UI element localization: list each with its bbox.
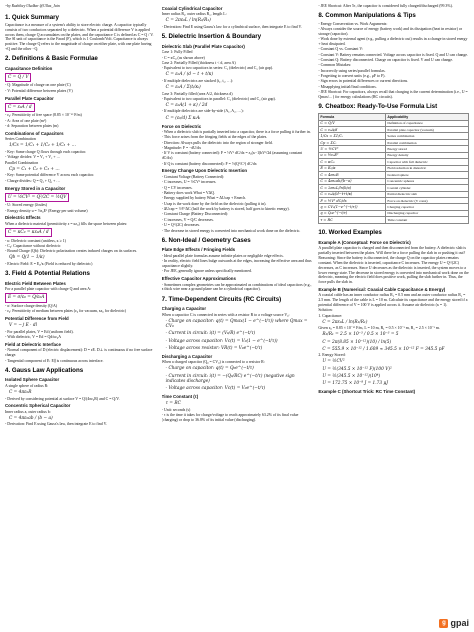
text-line: - JEE Shortcut: For capacitors, always recall that charging is the current determination (i.e., U = Qmax/... ) for energy calculations (RC circuits). bbox=[318, 90, 468, 99]
applicability-cell: Concentric spheres bbox=[386, 178, 469, 184]
text-line: - Energy density u = ½ε₀E² (Energy per unit volume) bbox=[5, 208, 88, 213]
text-line: - ΔUcap = ½V²ΔC (half the work by battery is stored, half goes to kinetic energy). bbox=[161, 207, 290, 212]
text-line: When a charged capacitor (Q₀ = CV₀) is connected to a resistor R: bbox=[161, 360, 265, 365]
column-2 bbox=[162, 4, 313, 618]
text-line: - Charge divides: Q = Q₁ + Q₂ + … bbox=[5, 178, 61, 183]
section-heading: 7. Time-Dependent Circuits (RC Circuits) bbox=[161, 295, 282, 303]
applicability-cell: Definition of capacitance bbox=[386, 120, 469, 126]
subsection-heading: Electric Field Between Plates bbox=[5, 280, 66, 286]
gpai-logo bbox=[439, 618, 469, 629]
applicability-cell: Charging capacitor bbox=[386, 204, 469, 210]
text-line: - Common Mistakes: bbox=[318, 63, 352, 68]
text-line: - Incorrectly using series/parallel formulas. bbox=[318, 68, 386, 73]
subsection-heading: Effective Capacitor Approximations bbox=[161, 276, 236, 282]
text-line: - C increases, V = Q/C decreases. bbox=[161, 217, 214, 222]
text-line: - Always consider the source of energy (battery work) and its dissipation (heat in resistor) or storage (capacitor). bbox=[318, 27, 463, 36]
subsection-heading: Combinations of Capacitors bbox=[5, 130, 64, 136]
text-line: - Equivalent to two capacitors in series: C₁ (dielectric) and C₂ (air gap). bbox=[161, 66, 273, 71]
equation: V = −∫ E · dl bbox=[9, 323, 37, 329]
equation: C = 4πε₀R bbox=[9, 390, 32, 395]
subsection-heading: Plate Edge Effects / Fringing Fields bbox=[161, 247, 236, 253]
text-line: - Forgetting to convert units (e.g., μF to F). bbox=[318, 74, 386, 79]
applicability-cell: Series combination bbox=[386, 133, 469, 139]
equation: C = ε₀A / (d − t + t/κ) bbox=[165, 72, 214, 78]
equation: 1/Cs = 1/C₁ + 1/C₂ + 1/C₃ + … bbox=[9, 143, 76, 149]
applicability-cell: Force on dielectric (V const) bbox=[386, 197, 469, 203]
subsection-heading: Energy Change Upon Dielectric Insertion bbox=[161, 168, 248, 174]
subsection-heading: Dielectric Effects bbox=[5, 215, 41, 221]
text-line: 2. Energy Stored: bbox=[318, 353, 346, 358]
subsection-heading: Discharging a Capacitor bbox=[161, 353, 213, 359]
equation: C = 4πε₀ab / (b − a) bbox=[9, 415, 53, 421]
text-line: - Energy Conservation vs. Work Arguments: bbox=[318, 21, 388, 26]
subsection-heading: Field at Dielectric Interface bbox=[5, 341, 61, 347]
section-heading: 10. Worked Examples bbox=[318, 228, 382, 236]
applicability-cell: Time constant bbox=[386, 217, 469, 223]
text-line: - Constant V: Battery remains connected. Voltage across capacitor is fixed. Q and U can change. bbox=[318, 52, 469, 57]
text-line: Parallel Combination bbox=[5, 160, 39, 165]
text-line: When a capacitor C is connected in series with a resistor R to a voltage source V₀: bbox=[161, 312, 290, 317]
text-line: - If multiple dielectrics are side-by-side (A₁, A₂, …): bbox=[161, 109, 244, 114]
text-line: - ε₀: Permittivity of medium between plates (ε₀ for vacuum, κε₀ for dielectric) bbox=[5, 309, 127, 314]
text-line: Given ε₀ = 8.85 × 10⁻¹² F/m, L = 10 m, R₁ = 0.5 × 10⁻³ m, R₂ = 2.5 × 10⁻³ m. bbox=[318, 326, 440, 331]
text-line: - For parallel plates, V = Ed (uniform field). bbox=[5, 329, 74, 334]
text-line: A single sphere of radius R: bbox=[5, 383, 49, 388]
equation: - Voltage across capacitor: Vc(t) = V₀e^(−t/τ) bbox=[165, 386, 266, 392]
section-heading: 9. Cheatbox: Ready-To-Use Formula List bbox=[318, 103, 438, 111]
applicability-cell: Energy density bbox=[386, 152, 469, 158]
text-line: Case 3: Partially filled (area A/2, thickness d) bbox=[161, 91, 233, 96]
equation: - Charge on capacitor: q(t) = Qmax(1 − e^(−t/τ)) where Qmax = CV₀ bbox=[165, 318, 308, 330]
text-line: - Constant Voltage (Battery Connected): bbox=[161, 174, 225, 179]
text-line: - κ: Dielectric constant (unitless, κ ≥ 1) bbox=[5, 238, 66, 243]
text-line: - Constant Q vs. Constant V: bbox=[318, 47, 363, 52]
subsection-heading: Charging a Capacitor bbox=[161, 306, 207, 312]
text-line: - With dielectric, V = Ed = Qd/κε₀A bbox=[5, 335, 62, 340]
subsection-heading: Force on Dielectric bbox=[161, 123, 202, 129]
text-line: - Derivation: Find E using Gauss's law, then integrate E to find V. bbox=[5, 422, 107, 427]
equation: C = 2πε₀L / ln(R₂/R₁) bbox=[165, 18, 211, 24]
text-line: - Ucap is the work done by the field on the dielectric (pulling it in). bbox=[161, 201, 267, 206]
formula-cell: E = E₀/κ bbox=[319, 165, 386, 171]
equation: Qb = Q(1 − 1/κ) bbox=[9, 255, 45, 261]
formula-cell: F = ½V² dC/dx bbox=[319, 197, 386, 203]
formula-cell: q = CV₀(1−e^(−t/τ)) bbox=[319, 204, 386, 210]
text-line: - Electric Field: E = E₀/κ (Field is reduced by dielectric) bbox=[5, 261, 93, 266]
text-line: Case 2: Partially Filled (thickness t < d, area A) bbox=[161, 60, 236, 65]
subsection-heading: Parallel Plate Capacitor bbox=[5, 95, 54, 101]
formula-cell: 1/Cs = Σ1/Cᵢ bbox=[319, 133, 386, 139]
equation: C = 2π(8.85 × 10⁻¹²)(10) / ln(5) bbox=[322, 339, 392, 345]
applicability-cell: Isolated sphere bbox=[386, 172, 469, 178]
formula-cell: U = ½CV² bbox=[319, 146, 386, 152]
text-line: - Derived by considering potential at surface V = Q/(4πε₀R) and C = Q/V. bbox=[5, 396, 120, 401]
text-line: - d: Separation between plates (m) bbox=[5, 124, 59, 129]
text-line: - Normal component of D (electric displacement): D = εE. D⊥ is continuous if no free surface charge. bbox=[5, 348, 153, 358]
boxed-formula: U = ½CV² = Q²/2C = ½QV bbox=[5, 193, 69, 202]
table-header-cell: Formula bbox=[319, 114, 386, 120]
text-line: - U = Q²/(2C) decreases. bbox=[161, 223, 200, 228]
equation: R₂/R₁ = 2.5 × 10⁻³ / 0.5 × 10⁻³ = 5 bbox=[322, 332, 399, 338]
subsection-heading: Example B (Numerical: Coaxial Cable Capacitance & Energy) bbox=[318, 286, 446, 292]
text-line: Inner radius R₁, outer radius R₂, length L: bbox=[161, 12, 227, 17]
text-line: - Energy supplied by battery Wbat = ΔUcap + Emech. bbox=[161, 196, 246, 201]
text-line: When a dielectric material (permittivity ε = κε₀) fills the space between plates: bbox=[5, 221, 128, 226]
formula-cell: Cp = ΣCᵢ bbox=[319, 139, 386, 145]
applicability-cell: Coaxial cylinder bbox=[386, 185, 469, 191]
applicability-cell: Partial dielectric slab bbox=[386, 191, 469, 197]
text-line: A parallel plate capacitor is charged and then disconnected from the battery. A dielectric slab is partially inserted between the plates. Will there be a force pulling the slab in or pushing it out? bbox=[318, 246, 467, 255]
text-line: - Voltage divides: V = V₁ + V₂ + … bbox=[5, 155, 61, 160]
text-line: - If Q is constant (battery disconnected): F = ½(Q²/C²) dC/dx bbox=[161, 161, 257, 166]
text-line: - Sometimes complex geometries can be approximated as combinations of ideal capacitors (e.g., a thick wire near a ground plane can be a cylindrical capacitor). bbox=[161, 282, 312, 292]
text-line: - Tangential component of E: E∥ is continuous across interface. bbox=[5, 358, 104, 363]
applicability-cell: Parallel plate capacitor (vacuum) bbox=[386, 127, 469, 133]
text-line: - Key: Same charge Q flows through each capacitor. bbox=[5, 150, 87, 154]
text-line: - Ideal parallel plate formulas assume infinite plates or negligible edge effects. bbox=[161, 253, 284, 258]
gpai-logo-text: gpai bbox=[450, 618, 469, 629]
boxed-formula: C = κC₀ = κε₀A / d bbox=[5, 228, 52, 237]
author-line: ~by Rushikey Ukalkar @Ullas_Jain bbox=[5, 4, 60, 8]
section-heading: 6. Non-Ideal / Geometry Cases bbox=[161, 236, 251, 244]
subsection-heading: Coaxial Cylindrical Capacitor bbox=[161, 5, 223, 11]
section-heading: 8. Common Manipulations & Tips bbox=[318, 12, 416, 20]
text-line: - A: Area of one plate (m²) bbox=[5, 118, 47, 123]
subsection-heading: Time Constant (τ) bbox=[161, 394, 199, 400]
subsection-heading: Isolated Sphere Capacitor bbox=[5, 377, 60, 383]
text-line: - Derivation: Find E using Gauss's law for a cylindrical surface, then integrate E to find V. bbox=[161, 24, 302, 29]
formula-cell: C = κC₀ bbox=[319, 159, 386, 165]
applicability-cell: Discharging capacitor bbox=[386, 210, 469, 216]
text-line: - For JEE, generally ignore unless specifically mentioned. bbox=[161, 269, 252, 274]
subsection-heading: Example A (Conceptual: Force on Dielectric) bbox=[318, 239, 411, 245]
formula-cell: τ = RC bbox=[319, 217, 386, 223]
subsection-heading: Capacitance Definition bbox=[5, 65, 53, 71]
equation: - Voltage across capacitor: Vc(t) = V₀(1 − e^(−t/τ)) bbox=[165, 338, 278, 344]
text-line: - This force arises from the fringing fields at the edges of the plates. bbox=[161, 135, 268, 140]
text-line: - If V is constant (battery connected): F = ½V² dC/dx = ε₀(κ−1)bV²/2d (assuming constant dC/dx) bbox=[161, 151, 303, 161]
text-line: - Battery does work Wbat = VΔQ. bbox=[161, 191, 215, 195]
text-line: Solution: bbox=[318, 308, 333, 313]
equation: - Voltage across resistor: VR(t) = V₀e^(−t/τ) bbox=[165, 345, 263, 351]
text-line: - Q: Magnitude of charge on one plate (C) bbox=[5, 83, 71, 88]
equation: C = 2πε₀L / ln(R₂/R₁) bbox=[322, 319, 368, 325]
text-line: - C = κC₀ (as shown above) bbox=[161, 55, 205, 60]
subsection-heading: Example C (Shortcut Trick: RC Time Constant) bbox=[318, 389, 416, 395]
equation: U = ½CV² bbox=[322, 359, 345, 365]
equation: - Current in circuit: i(t) = (V₀/R) e^(−t/τ) bbox=[165, 331, 256, 337]
text-line: - σ: Surface charge density (Q/A) bbox=[5, 303, 58, 308]
section-heading: 4. Gauss Law Applications bbox=[5, 366, 84, 374]
boxed-formula-wrap bbox=[5, 227, 156, 238]
text-line: For a parallel plate capacitor with charge Q and area A: bbox=[5, 287, 92, 292]
text-line: Capacitance is a measure of a system's ability to store electric charge. A capacitor typically consists of two conductors separated by a dielectric. When a potential difference V is applied across them, charge Q accumulates on the plates, and the capacitance C is defined as C = Q / V. The SI unit of capacitance is the Farad (F), which is 1 Coulomb/Volt. Capacitance is always positive. The charge Q refers to the magnitude of charge on either plate, with one plate having +Q and the other −Q. bbox=[5, 22, 154, 51]
applicability-cell: Parallel combination bbox=[386, 139, 469, 145]
gpai-logo-icon: g bbox=[439, 619, 448, 628]
table-row bbox=[319, 217, 469, 223]
boxed-formula-wrap bbox=[5, 192, 156, 203]
boxed-formula: C = ε₀A / d bbox=[5, 103, 35, 112]
text-line: - Bound Charge (Qb): Dielectric polarization creates induced charges on its surfaces. bbox=[5, 249, 138, 254]
section-heading: 2. Definitions & Basic Formulae bbox=[5, 54, 98, 62]
column-1 bbox=[5, 4, 156, 618]
text-line: - Equivalent to two capacitors in parallel: C₁ (dielectric) and C₂ (air gap). bbox=[161, 96, 276, 101]
equation: U = ½(345.5 × 10⁻¹² F)(100 V)² bbox=[322, 366, 392, 372]
text-line: - Misapplying initial/final conditions. bbox=[318, 84, 377, 89]
equation: τ = RC bbox=[165, 401, 181, 407]
formula-cell: C = ε₀A/d bbox=[319, 127, 386, 133]
text-line: - V: Potential difference between plates (V) bbox=[5, 88, 73, 93]
equation: C = ε₀A(1 + κ) / 2d bbox=[165, 102, 208, 108]
boxed-formula-wrap bbox=[5, 102, 156, 113]
section-heading: 5. Dielectric Insertion & Boundary bbox=[161, 32, 262, 40]
equation: C = ε₀A / Σ(tᵢ/κᵢ) bbox=[165, 84, 201, 90]
equation: U = ½(345.5 × 10⁻¹²)(10⁴) bbox=[322, 373, 381, 379]
text-line: - C₀: Capacitance without dielectric bbox=[5, 243, 61, 248]
equation: U = 172.75 × 10⁻⁸ J = 1.73 μJ bbox=[322, 381, 388, 387]
text-line: Inner radius a, outer radius b: bbox=[5, 409, 51, 414]
text-line: - Constant Charge (Battery Disconnected): bbox=[161, 212, 229, 217]
formula-cell: C = ε₀A/(d−t+t/κ) bbox=[319, 191, 386, 197]
text-line: - U: Stored energy (Joules) bbox=[5, 203, 48, 208]
subsection-heading: Dielectric Slab (Parallel Plate Capacitor) bbox=[161, 43, 245, 49]
table-header-cell: Applicability bbox=[386, 114, 469, 120]
applicability-cell: Capacitor with full dielectric bbox=[386, 159, 469, 165]
applicability-cell: Field reduction in dielectric bbox=[386, 165, 469, 171]
text-line: - τ is the time it takes for charge/voltage to reach approximately 63.2% of its final value (charging) or drop to 36.8% of its initial value (discharging). bbox=[161, 413, 299, 422]
text-line: A coaxial cable has an inner conductor radius R₁ = 0.5 mm and an outer conductor radius R₂ = 2.5 mm. The length of the cable is L = 10 m. Calculate its capacitance and the energy stored if a potential difference of V = 100 V is applied across it. Assume air dielectric (κ = 1). bbox=[318, 293, 468, 307]
formula-cell: C = Q/V bbox=[319, 120, 386, 126]
text-line: - C increases, U = ½CV² increases. bbox=[161, 180, 217, 185]
equation: - Charge on capacitor: q(t) = Q₀e^(−t/τ) bbox=[165, 366, 254, 372]
equation: Cp = C₁ + C₂ + C₃ + … bbox=[9, 166, 60, 172]
section-heading: 3. Field & Potential Relations bbox=[5, 269, 90, 277]
text-line: - Sign errors in potential differences or current directions. bbox=[318, 79, 409, 84]
boxed-formula: C = Q / V bbox=[5, 73, 31, 82]
text-line: - Direction: Always pulls the dielectric into the region of stronger field. bbox=[161, 140, 273, 145]
formula-cell: q = Q₀e^(−t/τ) bbox=[319, 210, 386, 216]
boxed-formula: E = σ/ε₀ = Q/ε₀A bbox=[5, 293, 47, 302]
equation: C = (ε₀/d) Σ κᵢAᵢ bbox=[165, 115, 201, 121]
text-line: Case 1: Fully Filled bbox=[161, 50, 193, 55]
text-line: - In reality, electric field lines bulge outwards at the edges, increasing the effective area and thus capacitance slightly. bbox=[161, 259, 312, 269]
text-line: - When a dielectric slab is partially inserted into a capacitor, there is a force pulling it further in. bbox=[161, 130, 311, 135]
formula-cell: C = 4πε₀R bbox=[319, 172, 386, 178]
equation: - Current in circuit: i(t) = −(Q₀/RC) e^(−t/τ) (negative sign indicates discharge) bbox=[165, 373, 295, 384]
formula-cell: u = ½ε₀E² bbox=[319, 152, 386, 158]
text-line: - If multiple dielectrics are stacked (t₁, t₂, …): bbox=[161, 78, 234, 83]
text-line: - Key: Same potential difference V across each capacitor. bbox=[5, 173, 95, 178]
applicability-cell: Energy stored bbox=[386, 146, 469, 152]
formula-table bbox=[318, 113, 469, 224]
text-line: Series Combination bbox=[5, 137, 36, 142]
text-line: - Magnitude: F = −dU/dx bbox=[161, 146, 202, 151]
text-line: - Unit: seconds (s) bbox=[161, 407, 191, 412]
boxed-formula-wrap bbox=[5, 72, 156, 83]
text-line: - The decrease in stored energy is converted into mechanical work done on the dielectric. bbox=[161, 228, 301, 233]
column-3 bbox=[318, 4, 469, 618]
text-line: 1. Capacitance: bbox=[318, 313, 343, 318]
text-line: Reasoning: Since the battery is disconnected, the charge Q on the capacitor plates remains constant. When the dielectric is inserted, capacitance C increases. The energy U = Q²/(2C) decreases, as C increases. Since U decreases as the dielectric is inserted, the system moves to a lower energy state. The decrease in stored energy is converted into mechanical work done on the dielectric, meaning the electric field does positive work, pulling the slab further in. Thus, the force pulls the slab in. bbox=[318, 256, 469, 285]
boxed-formula-wrap bbox=[5, 292, 156, 303]
text-line: - Constant Q: Battery disconnected. Charge on capacitor is fixed. V and U can change. bbox=[318, 58, 454, 63]
formula-cell: C = 2πε₀L/ln(b/a) bbox=[319, 185, 386, 191]
text-line: - Q = CV increases. bbox=[161, 185, 193, 190]
formula-cell: C = 4πε₀ab/(b−a) bbox=[319, 178, 386, 184]
section-heading: 1. Quick Summary bbox=[5, 13, 59, 21]
text-line: - Work done by external agent (e.g., pulling a dielectric out) results in a change in stored energy + heat dissipated. bbox=[318, 37, 468, 46]
equation: C = 555.9 × 10⁻¹² / 1.609 ≈ 345.5 × 10⁻¹² F = 345.5 pF bbox=[322, 346, 445, 352]
subsection-heading: Energy Stored in a Capacitor bbox=[5, 185, 66, 191]
subsection-heading: Potential Difference from Field bbox=[5, 316, 69, 322]
text-line: - JEE Shortcut: After 5τ, the capacitor is considered fully charged/discharged (99.3%). bbox=[318, 4, 453, 9]
subsection-heading: Concentric Spherical Capacitor bbox=[5, 403, 71, 409]
text-line: - ε₀: Permittivity of free space (8.85 × 10⁻¹² F/m) bbox=[5, 113, 82, 118]
